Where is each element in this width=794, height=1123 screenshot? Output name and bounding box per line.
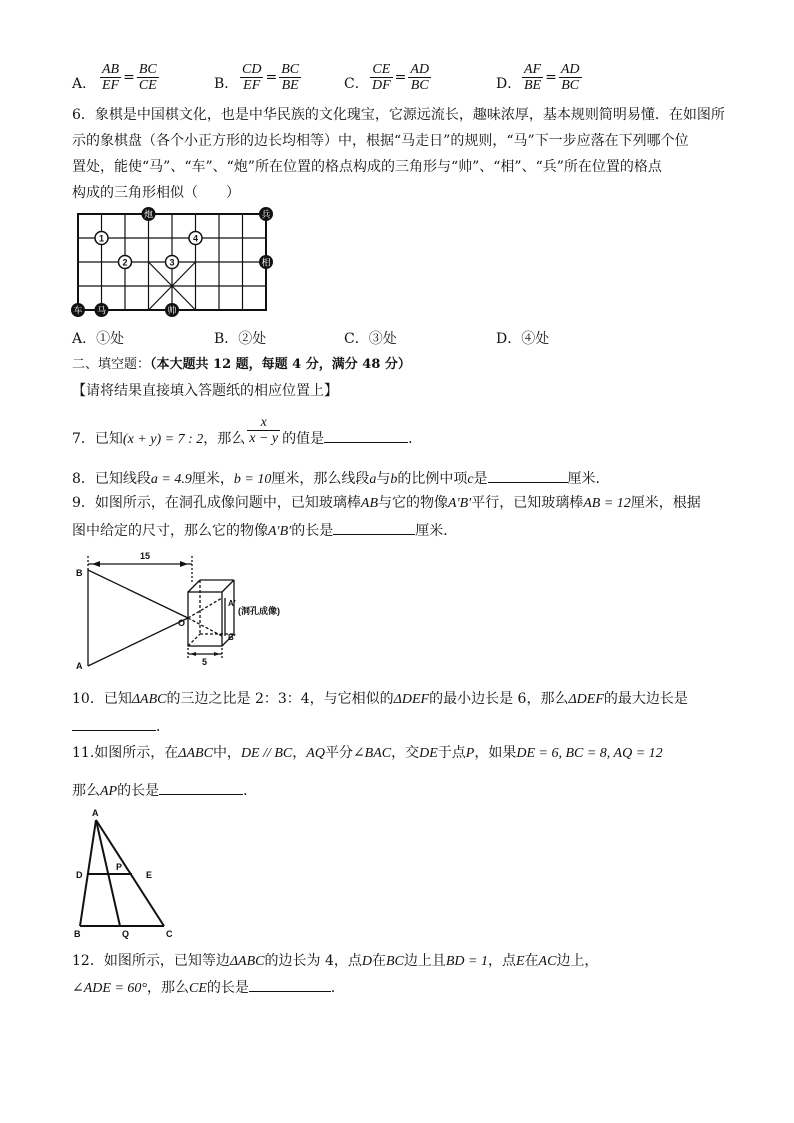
pinhole-label-b-prime: B′ <box>228 633 236 642</box>
section-2-note: 【请将结果直接填入答题纸的相应位置上】 <box>72 383 338 399</box>
chess-board-figure <box>70 206 276 318</box>
q6-option-d: D．④处 <box>496 331 550 347</box>
pinhole-label-a: A <box>76 661 83 671</box>
q5-b-frac-right: $\frac{BC}{BE}$ <box>281 62 300 93</box>
q11-answer-blank[interactable] <box>159 780 243 795</box>
q5-d-frac-left: $\frac{AF}{BE}$ <box>524 62 542 93</box>
q12-answer-blank[interactable] <box>249 977 331 992</box>
marker-4 <box>189 232 202 245</box>
q5-b-frac-left: $\frac{CD}{EF}$ <box>242 62 262 93</box>
triangle-figure <box>70 806 180 940</box>
question-8: 8．已知线段a = 4.9厘米，b = 10厘米，那么线段a与b的比例中项c是 厘米． <box>72 468 610 489</box>
q6-option-a: A．①处 <box>72 331 125 347</box>
piece-bing <box>259 207 273 221</box>
pinhole-distance-5: 5 <box>202 657 208 667</box>
q5-option-c-letter: C． <box>344 76 369 92</box>
tri-label-b: B <box>74 929 81 939</box>
section-2-title: 二、填空题：（本大题共 12 题，每题 4 分，满分 48 分） <box>72 357 411 372</box>
q5-c-frac-left: $\frac{CE}{DF}$ <box>372 62 391 93</box>
question-10-line-1: 10．已知ΔABC的三边之比是 2：3：4，与它相似的ΔDEF的最小边长是 6，那么ΔDEF的最大边长是 <box>72 691 688 707</box>
piece-pao <box>142 207 156 221</box>
svg-text:帅: 帅 <box>167 305 177 316</box>
q6-option-b: B．②处 <box>214 331 267 347</box>
q5-a-frac-right: $\frac{BC}{CE}$ <box>138 62 157 93</box>
pinhole-caption: (洞孔成像) <box>238 606 280 616</box>
q5-option-a-letter: A． <box>72 76 97 92</box>
q6-line-3: 置处，能使“马”、“车”、“炮”所在位置的格点构成的三角形与“帅”、“相”、“兵”所在位置的格点 <box>72 159 662 175</box>
question-12-line-2: ∠ADE = 60°，那么CE的长是 ． <box>72 977 345 998</box>
svg-text:2: 2 <box>122 257 128 268</box>
svg-text:马: 马 <box>96 305 107 316</box>
tri-label-d: D <box>76 870 83 880</box>
question-12-line-1: 12．如图所示，已知等边ΔABC的边长为 4，点D在BC边上且BD = 1，点E在AC边上， <box>72 953 599 969</box>
piece-ma <box>95 303 109 317</box>
question-7: 7．已知(x + y) = 7 : 2，那么 $\frac{x}{x - y}$ 的值是 ． <box>72 415 423 447</box>
pinhole-label-b: B <box>76 568 83 578</box>
q10-answer-blank[interactable] <box>72 716 156 731</box>
q7-answer-blank[interactable] <box>324 428 408 443</box>
q8-answer-blank[interactable] <box>488 468 568 483</box>
tri-label-e: E <box>146 870 153 880</box>
svg-text:3: 3 <box>169 257 175 268</box>
svg-text:相: 相 <box>261 257 271 268</box>
svg-text:4: 4 <box>192 233 199 244</box>
q6-line-2: 示的象棋盘（各个小正方形的边长均相等）中，根据“马走日”的规则，“马”下一步应落在下列哪个位 <box>72 133 689 149</box>
pinhole-figure <box>70 548 300 672</box>
q6-option-c: C．③处 <box>344 331 397 347</box>
marker-3 <box>166 256 179 269</box>
marker-2 <box>119 256 132 269</box>
q5-option-b-letter: B． <box>214 76 239 92</box>
tri-label-p: P <box>116 862 123 872</box>
svg-text:车: 车 <box>73 305 83 316</box>
q5-d-frac-right: $\frac{AD}{BC}$ <box>560 62 580 93</box>
piece-shuai <box>165 303 179 317</box>
pinhole-distance-15: 15 <box>140 551 151 561</box>
svg-text:1: 1 <box>98 233 105 244</box>
piece-che <box>71 303 85 317</box>
q5-a-frac-left: $\frac{AB}{EF}$ <box>102 62 120 93</box>
pinhole-label-a-prime: A′ <box>228 599 236 608</box>
question-11-line-1: 11.如图所示，在ΔABC中，DE // BC，AQ平分∠BAC，交DE于点P，如果DE = 6, BC = 8, AQ = 12 <box>72 745 663 761</box>
q6-line-4: 构成的三角形相似（ ） <box>72 185 240 201</box>
marker-1 <box>95 232 108 245</box>
svg-text:炮: 炮 <box>143 209 154 220</box>
pinhole-label-o: O <box>178 618 186 628</box>
tri-label-c: C <box>166 929 173 939</box>
question-11-line-2: 那么AP的长是 ． <box>72 780 257 801</box>
question-10-line-2: ． <box>72 716 170 736</box>
q6-line-1: 6．象棋是中国棋文化，也是中华民族的文化瑰宝，它源远流长，趣味浓厚，基本规则简明易懂．在如图所 <box>72 107 725 123</box>
q7-fraction: $\frac{x}{x - y}$ <box>249 415 279 446</box>
svg-text:兵: 兵 <box>261 209 271 220</box>
q5-option-d-letter: D． <box>496 76 522 92</box>
q9-answer-blank[interactable] <box>333 520 415 535</box>
question-9-line-2: 图中给定的尺寸，那么它的物像A′B′的长是 厘米． <box>72 520 457 541</box>
question-9-line-1: 9．如图所示，在洞孔成像问题中，已知玻璃棒AB与它的物像A′B′平行，已知玻璃棒AB = 12厘米，根据 <box>72 495 701 511</box>
piece-xiang <box>259 255 273 269</box>
q5-c-frac-right: $\frac{AD}{BC}$ <box>410 62 430 93</box>
tri-label-q: Q <box>122 929 130 939</box>
tri-label-a: A <box>92 808 99 818</box>
